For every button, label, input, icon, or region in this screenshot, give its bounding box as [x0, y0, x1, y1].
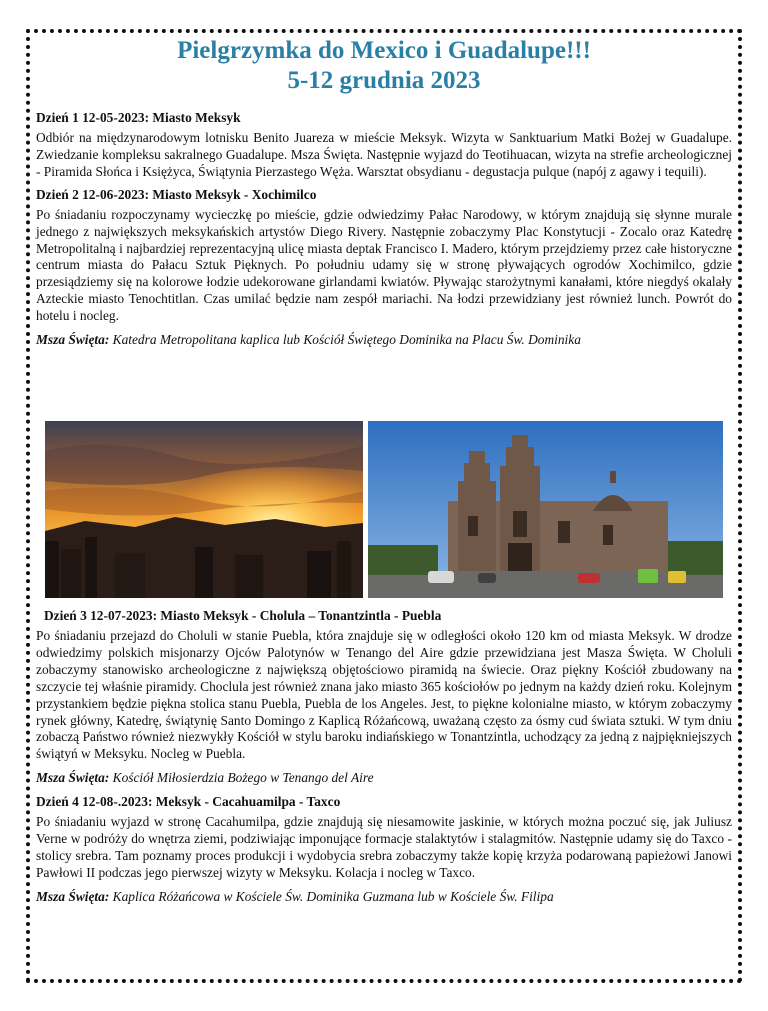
mass-label: Msza Święta: [36, 888, 110, 904]
section-bottom [36, 608, 732, 905]
day-2-title: Dzień 2 12-06-2023: Miasto Meksyk - Xochimilco [36, 186, 317, 202]
day-3-mass [36, 769, 732, 786]
day-4-mass [36, 888, 732, 905]
page-title [36, 36, 732, 96]
day-4-title: Dzień 4 12-08-.2023: Meksyk - Cacahuamilpa - Taxco [36, 794, 341, 810]
day-1-title: Dzień 1 12-05-2023: Miasto Meksyk [36, 110, 241, 125]
photo-strip [45, 421, 723, 598]
mass-value: Kościół Miłosierdzia Bożego w Tenango del Aire [109, 770, 374, 786]
mass-label: Msza Święta: [36, 332, 110, 348]
section-top [36, 36, 732, 348]
day-2-mass [36, 331, 732, 348]
title-line-1: Pielgrzymka do Mexico i Guadalupe!!! [177, 37, 591, 64]
day-1-body: Odbiór na międzynarodowym lotnisku Benito Juareza w mieście Meksyk. Wizyta w Sanktuarium Matki Bożej w Guadalupe. Zwiedzanie kompleksu sakralnego Guadalupe. Msza Święta. Następnie wyjazd do Teotihuacan, wizyta na strefie archeologicznej - Piramida Słońca i Księżyca, Świątynia Pierzastego Węża. Warsztat obsydianu - degustacja pulque (napój z agawy i tequili). [36, 130, 732, 179]
title-line-2: 5-12 grudnia 2023 [287, 67, 481, 94]
mass-label: Msza Święta: [36, 770, 110, 786]
day-3-title: Dzień 3 12-07-2023: Miasto Meksyk - Cholula – Tonantzintla - Puebla [44, 608, 442, 623]
mass-value: Katedra Metropolitana kaplica lub Kościół Świętego Dominika na Placu Św. Dominika [109, 332, 581, 348]
mass-value: Kaplica Różańcowa w Kościele Św. Dominika Guzmana lub w Kościele Św. Filipa [109, 888, 554, 904]
cathedral-photo [368, 421, 723, 598]
day-3-body: Po śniadaniu przejazd do Choluli w stanie Puebla, która znajduje się w odległości około 120 km od miasta Meksyk. W drodze odwiedzimy polskich misjonarzy Ojców Palotynów w Tenango del Aire gdzie przewidziana jest Masza Święta. W Choluli zobaczymy stanowisko archeologiczne z największą objętościowo piramidą na świecie. Oraz piękny Kościół zbudowany na szczycie tej właśnie piramidy. Choclula jest również znana jako miasto 365 kościołów po jednym na każdy dzień roku. Kolejnym przystankiem będzie piękna stolica stanu Puebla, Puebla de los Angeles. Jest, to piękne kolonialne miasto, w którym zobaczymy rynek główny, Katedrę, świątynię Santo Domingo z Kaplicą Różańcową, uważaną często za ósmy cud świata sztuki. W tym dniu zobaczą Państwo również niezwykły Kościół w stylu baroku indiańskiego w Tonantzintla, uchodzący za jedną z najpiękniejszych świątyń w Meksyku. Nocleg w Puebla. [36, 628, 732, 762]
day-2-body: Po śniadaniu rozpoczynamy wycieczkę po mieście, gdzie odwiedzimy Pałac Narodowy, w którym znajdują się słynne murale jednego z największych meksykańskich artystów Diego Rivery. Następnie zobaczymy Plac Konstytucji - Zocalo oraz Katedrę Metropolitalną i najbardziej reprezentacyjną ulicę miasta deptak Francisco I. Madero, którym przejdziemy przez całe historyczne centrum miasta do Pałacu Sztuk Pięknych. Po południu udamy się w stronę pływających ogrodów Xochimilco, gdzie przesiądziemy się na kolorowe łodzie udekorowane girlandami kwiatów. Pływając starożytnymi kanałami, które niegdyś okalały Azteckie miasto Tenochtitlan. Czas umilać będzie nam zespół mariachi. Na łodzi przewidziany jest również lunch. Powrót do hotelu i nocleg. [36, 206, 732, 324]
sunset-photo [45, 421, 363, 598]
day-4-body: Po śniadaniu wyjazd w stronę Cacahumilpa, gdzie znajdują się niesamowite jaskinie, w których można poczuć się, jak Juliusz Verne w podróży do wnętrza ziemi, podziwiając imponujące formacje stalaktytów i stalagmitów. Następnie udamy się do Taxco - stolicy srebra. Tam poznamy proces produkcji i wydobycia srebra zobaczymy także kopię krzyża podarowaną papieżowi Janowi Pawłowi II podczas jego pierwszej wizyty w Meksyku. Kolacja i nocleg w Taxco. [36, 814, 732, 880]
